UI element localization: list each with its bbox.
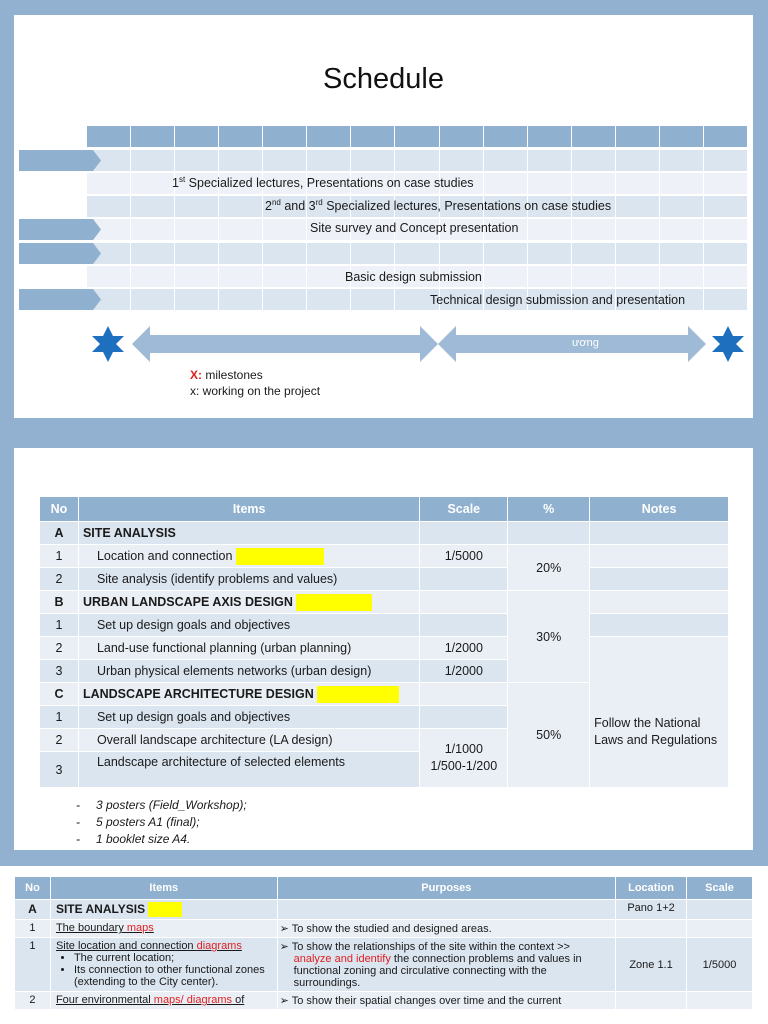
purposes-slide [0, 866, 768, 1024]
table-row: 3 Urban physical elements networks (urban design) 1/2000 [40, 660, 729, 683]
schedule-slide [14, 15, 753, 418]
legend: X: milestones x: working on the project [190, 368, 321, 398]
col-header: Purposes [277, 877, 615, 900]
table-row: A SITE ANALYSIS Pano 1+2 [15, 900, 753, 920]
list-item: - 3 posters (Field_Workshop); [76, 798, 247, 812]
section-label: SITE ANALYSIS [78, 522, 419, 545]
table-row: 1 The boundary maps ➢ To show the studied and designed areas. [15, 920, 753, 938]
gantt-task-label: Basic design submission [345, 270, 482, 284]
table-row: 1 Site location and connection diagrams • The current location; • Its connection to other functional zones (extending to the City center). ➢ To show the relationships of the site within the context >> analyze and identify the connection problems and values in functional zoning and circulative connecting with the surroundings. Zone 1.1 1/5000 [15, 938, 753, 992]
gantt-chart [14, 15, 753, 418]
row-arrow-icon [19, 243, 101, 264]
gantt-row [87, 150, 748, 171]
purposes-table [14, 876, 753, 1010]
col-header: Items [78, 497, 419, 522]
star-milestone-icon [709, 325, 747, 363]
table-row: 2 Land-use functional planning (urban planning) 1/2000 Follow the National Laws and Regulations [40, 637, 729, 660]
list-item: - 5 posters A1 (final); [76, 815, 200, 829]
table-row: 2 Four environmental maps/ diagrams of ➢ To show their spatial changes over time and the current [15, 992, 753, 1010]
table-row: 2 Overall landscape architecture (LA design) 1/1000 1/500-1/200 [40, 729, 729, 752]
section-label: LANDSCAPE ARCHITECTURE DESIGN [82, 686, 314, 701]
gantt-task-label: Site survey and Concept presentation [310, 221, 519, 235]
highlight-marker [296, 594, 372, 611]
highlight-marker [236, 548, 324, 565]
col-header: No [15, 877, 51, 900]
deliverables-slide [14, 448, 753, 850]
slide-title: Schedule [323, 63, 444, 95]
row-arrow-icon [19, 150, 101, 171]
section-label: SITE ANALYSIS [55, 902, 146, 916]
highlight-marker [148, 902, 182, 917]
star-milestone-icon [89, 325, 127, 363]
table-row: 1 Location and connection 1/5000 20% [40, 545, 729, 568]
col-header: Scale [687, 877, 753, 900]
col-header: % [508, 497, 590, 522]
col-header: Notes [590, 497, 729, 522]
gantt-row [87, 243, 748, 264]
list-item: • Its connection to other functional zones (extending to the City center). [74, 964, 272, 988]
col-header: Location [616, 877, 687, 900]
gantt-task-label: 1st Specialized lectures, Presentations on case studies [172, 175, 474, 191]
table-row: 1 Set up design goals and objectives [40, 614, 729, 637]
notes-cell: Follow the National Laws and Regulations [590, 637, 729, 788]
deliverable-list [76, 797, 247, 848]
section-label: URBAN LANDSCAPE AXIS DESIGN [82, 594, 293, 609]
table-row: 3 Landscape architecture of selected elements [40, 752, 729, 788]
gantt-task-label: Technical design submission and presentation [430, 293, 686, 307]
table-row: C LANDSCAPE ARCHITECTURE DESIGN 50% [40, 683, 729, 706]
gantt-header-row [87, 126, 748, 147]
list-item: • The current location; [74, 952, 272, 964]
highlight-marker [317, 686, 399, 703]
list-item: - 1 booklet size A4. [76, 832, 191, 846]
table-row: A SITE ANALYSIS [40, 522, 729, 545]
timeline-label: ương [572, 337, 599, 349]
col-header: Scale [420, 497, 508, 522]
double-arrow-icon [132, 326, 438, 362]
gantt-task-label: 2nd and 3rd Specialized lectures, Presentations on case studies [265, 198, 612, 214]
col-header: No [40, 497, 79, 522]
deliverables-table [39, 496, 729, 788]
col-header: Items [50, 877, 277, 900]
table-row: 2 Site analysis (identify problems and values) [40, 568, 729, 591]
table-row: B URBAN LANDSCAPE AXIS DESIGN 30% [40, 591, 729, 614]
row-arrow-icon [19, 219, 101, 240]
table-row: 1 Set up design goals and objectives [40, 706, 729, 729]
row-arrow-icon [19, 289, 101, 310]
